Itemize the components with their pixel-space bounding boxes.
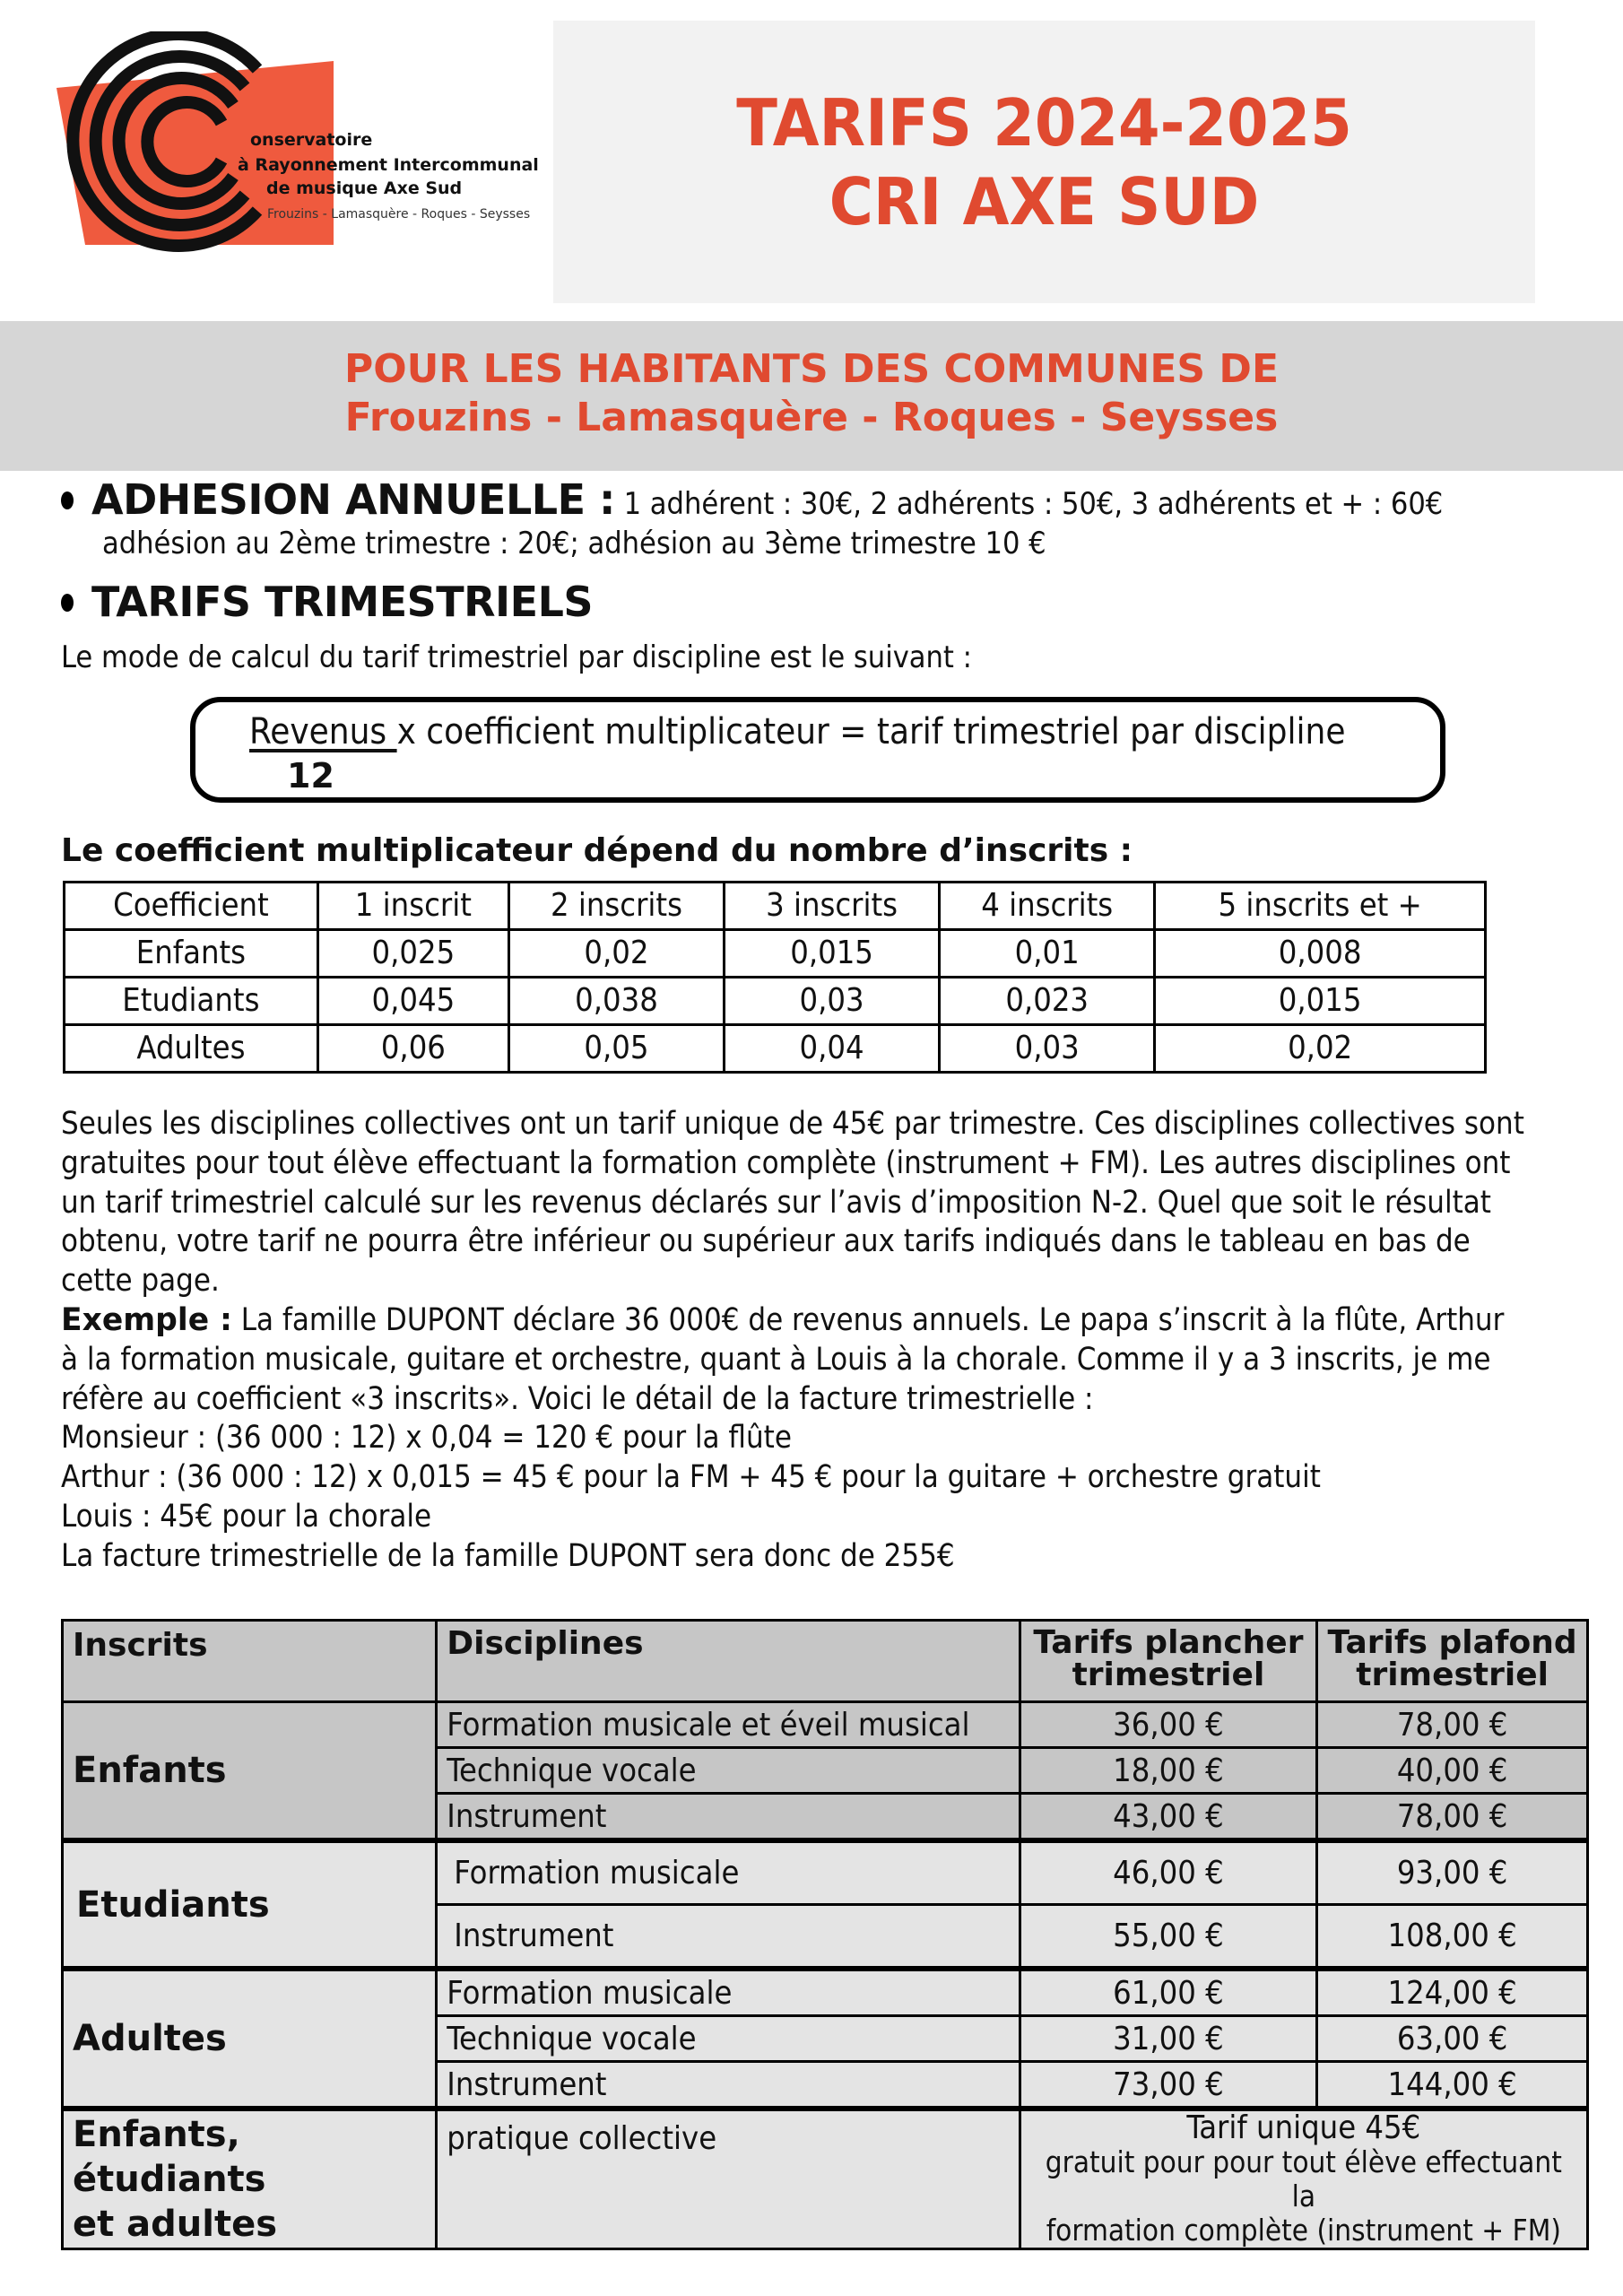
header-plancher-l2: trimestriel [1072,1657,1265,1693]
adhesion-detail2: adhésion au 2ème trimestre : 20€; adhésion au 3ème trimestre 10 € [102,526,1046,561]
coef-header-row [65,883,1486,930]
coef-cell: 0,04 [725,1025,940,1073]
formula-rest: x coefficient multiplicateur = tarif trimestriel par discipline [396,711,1346,752]
table-row [63,1702,1588,1748]
adhesion-detail: 1 adhérent : 30€, 2 adhérents : 50€, 3 adhérents et + : 60€ [614,486,1444,522]
header-plafond-l2: trimestriel [1356,1657,1549,1693]
coef-header: 4 inscrits [940,883,1155,930]
calc-intro: Le mode de calcul du tarif trimestriel par discipline est le suivant : [61,639,972,675]
tarifs-table [61,1619,1589,2250]
plafond-cell: 108,00 € [1317,1905,1588,1970]
coef-row [65,978,1486,1025]
logo-communes: Frouzins - Lamasquère - Roques - Seysses [267,207,531,222]
category-enfants: Enfants [63,1702,437,1841]
coef-header: 5 inscrits et + [1155,883,1486,930]
communes-band [0,321,1623,471]
title-box [553,21,1535,303]
coef-title: Le coefficient multiplicateur dépend du nombre d’inscrits : [61,832,1133,869]
header-plancher [1020,1621,1317,1702]
example-line: Louis : 45€ pour la chorale [61,1498,432,1535]
plafond-cell: 124,00 € [1317,1969,1588,2016]
explanation-paragraph [61,1105,1585,1577]
example-line: Monsieur : (36 000 : 12) x 0,04 = 120 € pour la flûte [61,1420,792,1457]
header-plancher-l1: Tarifs plancher [1033,1624,1304,1661]
para-line: Seules les disciplines collectives ont un tarif unique de 45€ par trimestre. Ces disciplines collectives sont [61,1106,1524,1142]
coef-header: 3 inscrits [725,883,940,930]
plancher-cell: 61,00 € [1020,1969,1317,2016]
formula-box [190,697,1445,803]
plancher-cell: 46,00 € [1020,1840,1317,1905]
tarif-unique-l2: gratuit pour pour tout élève effectuant la [1045,2144,1562,2213]
example-line: à la formation musicale, guitare et orchestre, quant à Louis à la chorale. Comme il y a 3 inscrits, je me [61,1341,1491,1378]
plafond-cell: 78,00 € [1317,1794,1588,1841]
title-line2: CRI AXE SUD [829,164,1260,239]
coef-cell: Enfants [65,930,318,978]
header-inscrits: Inscrits [63,1621,437,1702]
coef-cell: Adultes [65,1025,318,1073]
category-all [63,2109,437,2249]
coef-cell: 0,06 [317,1025,508,1073]
coef-cell: 0,03 [940,1025,1155,1073]
tarif-unique-cell [1020,2109,1587,2249]
coef-header: 1 inscrit [317,883,508,930]
conservatoire-logo [49,31,551,265]
tarifs-header-row [63,1621,1588,1702]
plancher-cell: 36,00 € [1020,1702,1317,1748]
coef-cell: 0,015 [725,930,940,978]
coef-cell: 0,02 [508,930,724,978]
trimestriels-heading: TARIFS TRIMESTRIELS [91,578,594,626]
title-line1: TARIFS 2024-2025 [736,85,1352,161]
logo-line3: de musique Axe Sud [266,178,463,198]
category-adultes: Adultes [63,1969,437,2109]
coef-cell: 0,015 [1155,978,1486,1025]
adhesion-section [61,475,1443,524]
formula-denominator: 12 [287,756,334,796]
discipline-cell: Formation musicale et éveil musical [437,1702,1020,1748]
bullet-icon [61,491,74,509]
category-etudiants: Etudiants [63,1840,437,1969]
header-plafond-l1: Tarifs plafond [1327,1624,1577,1661]
table-row [63,1840,1588,1905]
plancher-cell: 73,00 € [1020,2062,1317,2109]
category-all-l2: et adultes [73,2204,278,2245]
table-row [63,2109,1588,2249]
coef-cell: 0,038 [508,978,724,1025]
para-line: obtenu, votre tarif ne pourra être inférieur ou supérieur aux tarifs indiqués dans le tableau en bas de [61,1223,1471,1260]
coef-header: 2 inscrits [508,883,724,930]
discipline-cell: Formation musicale [437,1840,1020,1905]
plafond-cell: 93,00 € [1317,1840,1588,1905]
formula-numerator: Revenus [249,711,397,752]
coef-cell: 0,01 [940,930,1155,978]
logo-line1: onservatoire [250,130,373,150]
plafond-cell: 144,00 € [1317,2062,1588,2109]
plancher-cell: 43,00 € [1020,1794,1317,1841]
coef-cell: 0,008 [1155,930,1486,978]
bullet-icon [61,594,74,612]
discipline-cell: Technique vocale [437,2016,1020,2062]
para-line: cette page. [61,1263,220,1300]
para-line: un tarif trimestriel calculé sur les revenus déclarés sur l’avis d’imposition N-2. Quel que soit le résultat [61,1184,1491,1221]
coef-cell: 0,05 [508,1025,724,1073]
coef-row [65,1025,1486,1073]
coef-cell: 0,045 [317,978,508,1025]
example-line: Arthur : (36 000 : 12) x 0,015 = 45 € pour la FM + 45 € pour la guitare + orchestre gratuit [61,1459,1321,1496]
coef-row [65,930,1486,978]
plancher-cell: 31,00 € [1020,2016,1317,2062]
header-plafond [1317,1621,1588,1702]
trimestriels-section [61,578,593,626]
coef-cell: 0,023 [940,978,1155,1025]
formula-text [249,711,1345,752]
discipline-cell: pratique collective [437,2109,1020,2249]
discipline-cell: Formation musicale [437,1969,1020,2016]
adhesion-heading: ADHESION ANNUELLE : [91,475,615,524]
discipline-cell: Instrument [437,2062,1020,2109]
plancher-cell: 18,00 € [1020,1748,1317,1794]
logo-line2: à Rayonnement Intercommunal [238,155,539,175]
discipline-cell: Instrument [437,1905,1020,1970]
plafond-cell: 40,00 € [1317,1748,1588,1794]
band-line2: Frouzins - Lamasquère - Roques - Seysses [344,395,1279,440]
table-row [63,1969,1588,2016]
header-disciplines: Disciplines [437,1621,1020,1702]
tarif-unique-l3: formation complète (instrument + FM) [1046,2213,1561,2248]
example-line: La facture trimestrielle de la famille DUPONT sera donc de 255€ [61,1537,955,1574]
example-label: Exemple : [61,1301,232,1338]
plancher-cell: 55,00 € [1020,1905,1317,1970]
coefficient-table [63,881,1487,1074]
plafond-cell: 78,00 € [1317,1702,1588,1748]
para-line: gratuites pour tout élève effectuant la formation complète (instrument + FM). Les autres disciplines ont [61,1144,1511,1181]
coef-cell: 0,025 [317,930,508,978]
discipline-cell: Instrument [437,1794,1020,1841]
tarif-unique-l1: Tarif unique 45€ [1186,2109,1421,2146]
example-line [61,1301,1585,1341]
band-line1: POUR LES HABITANTS DES COMMUNES DE [343,346,1279,392]
discipline-cell: Technique vocale [437,1748,1020,1794]
example-text: La famille DUPONT déclare 36 000€ de revenus annuels. Le papa s’inscrit à la flûte, Arthur [231,1301,1505,1338]
coef-header: Coefficient [65,883,318,930]
coef-cell: Etudiants [65,978,318,1025]
coef-cell: 0,02 [1155,1025,1486,1073]
example-line: réfère au coefficient «3 inscrits». Voici le détail de la facture trimestrielle : [61,1380,1094,1417]
category-all-l1: Enfants, étudiants [73,2114,266,2200]
plafond-cell: 63,00 € [1317,2016,1588,2062]
coef-cell: 0,03 [725,978,940,1025]
